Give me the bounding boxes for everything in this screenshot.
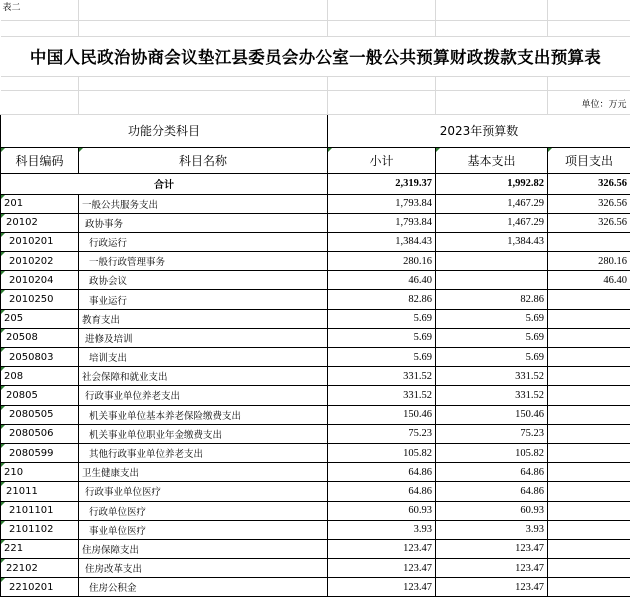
row-basic — [436, 271, 548, 290]
table-row — [1, 367, 630, 386]
row-code: 201 — [1, 194, 79, 213]
row-name: 行政事业单位养老支出 — [79, 386, 328, 405]
row-project — [548, 290, 630, 309]
table-row — [1, 271, 630, 290]
row-basic: 64.86 — [436, 463, 548, 482]
row-basic: 123.47 — [436, 578, 548, 597]
table-row — [1, 559, 630, 578]
header-subtotal: 小计 — [328, 147, 436, 173]
row-subtotal: 46.40 — [328, 271, 436, 290]
row-code: 20102 — [1, 213, 79, 232]
row-basic: 1,467.29 — [436, 213, 548, 232]
row-name: 教育支出 — [79, 309, 328, 328]
row-subtotal: 280.16 — [328, 252, 436, 271]
row-code: 205 — [1, 309, 79, 328]
header-project: 项目支出 — [548, 147, 630, 173]
row-basic: 150.46 — [436, 405, 548, 424]
row-subtotal: 60.93 — [328, 501, 436, 520]
page-title: 中国人民政治协商会议垫江县委员会办公室一般公共预算财政拨款支出预算表 — [1, 36, 630, 76]
row-subtotal: 1,793.84 — [328, 213, 436, 232]
row-project — [548, 539, 630, 558]
table-row — [1, 290, 630, 309]
row-subtotal: 123.47 — [328, 559, 436, 578]
row-name: 政协会议 — [79, 271, 328, 290]
row-code: 2010201 — [1, 232, 79, 251]
row-subtotal: 5.69 — [328, 309, 436, 328]
row-project — [548, 501, 630, 520]
table-row — [1, 386, 630, 405]
table-row — [1, 328, 630, 347]
row-name: 社会保障和就业支出 — [79, 367, 328, 386]
row-project — [548, 482, 630, 501]
table-row — [1, 539, 630, 558]
row-basic: 331.52 — [436, 367, 548, 386]
row-project — [548, 367, 630, 386]
row-project — [548, 386, 630, 405]
row-project — [548, 328, 630, 347]
row-name: 一般公共服务支出 — [79, 194, 328, 213]
row-code: 2210201 — [1, 578, 79, 597]
row-code: 22102 — [1, 559, 79, 578]
row-subtotal: 3.93 — [328, 520, 436, 539]
row-project — [548, 520, 630, 539]
row-subtotal: 5.69 — [328, 328, 436, 347]
row-code: 20805 — [1, 386, 79, 405]
unit-label: 单位：万元 — [548, 90, 630, 114]
row-name: 事业运行 — [79, 290, 328, 309]
row-name: 机关事业单位职业年金缴费支出 — [79, 424, 328, 443]
row-basic: 64.86 — [436, 482, 548, 501]
row-project — [548, 424, 630, 443]
row-project — [548, 232, 630, 251]
row-code: 208 — [1, 367, 79, 386]
row-basic: 3.93 — [436, 520, 548, 539]
row-code: 2101102 — [1, 520, 79, 539]
row-code: 2101101 — [1, 501, 79, 520]
header-functional-category: 功能分类科目 — [1, 114, 328, 147]
row-basic: 5.69 — [436, 328, 548, 347]
table-row — [1, 309, 630, 328]
row-project: 326.56 — [548, 194, 630, 213]
row-name: 行政运行 — [79, 232, 328, 251]
row-subtotal: 1,793.84 — [328, 194, 436, 213]
row-subtotal: 82.86 — [328, 290, 436, 309]
row-project: 326.56 — [548, 213, 630, 232]
row-name: 其他行政事业单位养老支出 — [79, 443, 328, 462]
row-project: 46.40 — [548, 271, 630, 290]
row-name: 政协事务 — [79, 213, 328, 232]
table-row — [1, 348, 630, 367]
row-subtotal: 150.46 — [328, 405, 436, 424]
row-basic: 123.47 — [436, 539, 548, 558]
row-project: 280.16 — [548, 252, 630, 271]
header-name: 科目名称 — [79, 147, 328, 173]
row-subtotal: 123.47 — [328, 539, 436, 558]
row-code: 2010204 — [1, 271, 79, 290]
row-subtotal: 1,384.43 — [328, 232, 436, 251]
row-name: 行政事业单位医疗 — [79, 482, 328, 501]
row-basic: 5.69 — [436, 309, 548, 328]
table-row — [1, 501, 630, 520]
total-row — [1, 173, 630, 194]
total-label: 合计 — [1, 173, 328, 194]
row-name: 进修及培训 — [79, 328, 328, 347]
table-row — [1, 252, 630, 271]
row-name: 住房保障支出 — [79, 539, 328, 558]
row-basic — [436, 252, 548, 271]
row-subtotal: 105.82 — [328, 443, 436, 462]
table-row — [1, 463, 630, 482]
row-code: 2010250 — [1, 290, 79, 309]
total-basic: 1,992.82 — [436, 173, 548, 194]
row-project — [548, 578, 630, 597]
row-basic: 123.47 — [436, 559, 548, 578]
row-project — [548, 405, 630, 424]
row-subtotal: 75.23 — [328, 424, 436, 443]
table-row — [1, 405, 630, 424]
table-row — [1, 520, 630, 539]
header-basic: 基本支出 — [436, 147, 548, 173]
row-subtotal: 5.69 — [328, 348, 436, 367]
row-project — [548, 443, 630, 462]
row-name: 机关事业单位基本养老保险缴费支出 — [79, 405, 328, 424]
total-project: 326.56 — [548, 173, 630, 194]
row-name: 培训支出 — [79, 348, 328, 367]
row-code: 2050803 — [1, 348, 79, 367]
row-basic: 60.93 — [436, 501, 548, 520]
table-row — [1, 443, 630, 462]
row-code: 221 — [1, 539, 79, 558]
row-project — [548, 463, 630, 482]
row-basic: 5.69 — [436, 348, 548, 367]
table-row — [1, 213, 630, 232]
row-name: 一般行政管理事务 — [79, 252, 328, 271]
row-name: 行政单位医疗 — [79, 501, 328, 520]
row-basic: 105.82 — [436, 443, 548, 462]
sheet-label: 表二 — [1, 0, 79, 20]
row-subtotal: 123.47 — [328, 578, 436, 597]
header-code: 科目编码 — [1, 147, 79, 173]
table-row — [1, 578, 630, 597]
header-budget-year: 2023年预算数 — [328, 114, 630, 147]
row-project — [548, 309, 630, 328]
row-basic: 82.86 — [436, 290, 548, 309]
row-basic: 1,384.43 — [436, 232, 548, 251]
row-code: 2080506 — [1, 424, 79, 443]
row-code: 210 — [1, 463, 79, 482]
table-row — [1, 424, 630, 443]
row-code: 21011 — [1, 482, 79, 501]
row-name: 事业单位医疗 — [79, 520, 328, 539]
row-code: 2080599 — [1, 443, 79, 462]
row-code: 2080505 — [1, 405, 79, 424]
table-row — [1, 482, 630, 501]
row-subtotal: 64.86 — [328, 463, 436, 482]
total-subtotal: 2,319.37 — [328, 173, 436, 194]
row-name: 卫生健康支出 — [79, 463, 328, 482]
row-project — [548, 348, 630, 367]
table-row — [1, 232, 630, 251]
row-name: 住房改革支出 — [79, 559, 328, 578]
row-subtotal: 331.52 — [328, 367, 436, 386]
row-subtotal: 331.52 — [328, 386, 436, 405]
row-basic: 331.52 — [436, 386, 548, 405]
row-subtotal: 64.86 — [328, 482, 436, 501]
row-basic: 75.23 — [436, 424, 548, 443]
row-basic: 1,467.29 — [436, 194, 548, 213]
row-code: 20508 — [1, 328, 79, 347]
row-project — [548, 559, 630, 578]
row-code: 2010202 — [1, 252, 79, 271]
row-name: 住房公积金 — [79, 578, 328, 597]
table-row — [1, 194, 630, 213]
